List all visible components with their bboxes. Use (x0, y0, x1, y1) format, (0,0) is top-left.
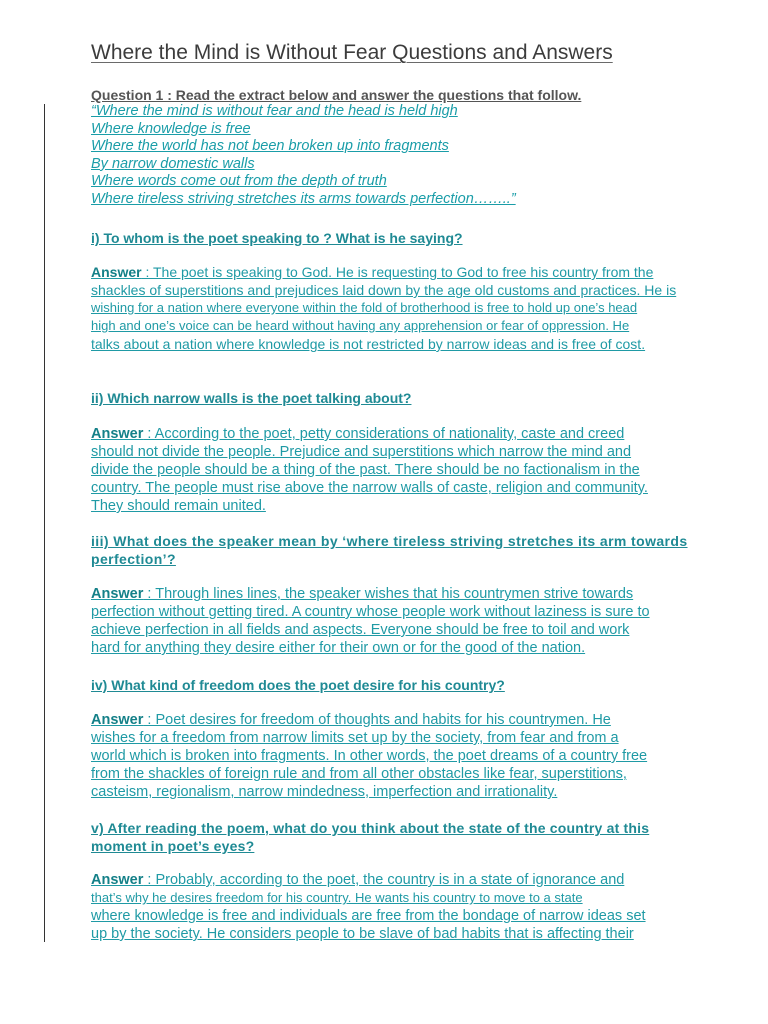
answer-line: country. The people must rise above the narrow walls of caste, religion and community. (91, 480, 648, 496)
answer-label: Answer (91, 586, 144, 602)
question-ii: ii) Which narrow walls is the poet talking about? (91, 390, 412, 406)
answer-line: Answer : Through lines lines, the speaker wishes that his countrymen strive towards (91, 586, 634, 602)
poem-line: Where knowledge is free (91, 120, 251, 137)
answer-line: casteism, regionalism, narrow mindedness, imperfection and irrationality. (91, 784, 558, 800)
answer-line: perfection without getting tired. A country whose people work without laziness is sure to (91, 604, 650, 620)
answer-line: They should remain united. (91, 498, 266, 514)
answer-line: divide the people should be a thing of the past. There should be no factionalism in the (91, 462, 640, 478)
answer-line: should not divide the people. Prejudice and superstitions which narrow the mind and (91, 444, 632, 460)
answer-v (91, 871, 681, 943)
poem-line: Where words come out from the depth of truth (91, 173, 387, 190)
margin-rule (44, 104, 45, 942)
answer-line: world which is broken into fragments. In other words, the poet dreams of a country free (91, 748, 648, 764)
answer-line: hard for anything they desire either for their own or for the good of the nation. (91, 640, 586, 656)
answer-line: Answer : According to the poet, petty considerations of nationality, caste and creed (91, 426, 625, 442)
poem-line: Where the world has not been broken up into fragments (91, 138, 449, 155)
answer-iv (91, 711, 681, 801)
answer-iii (91, 585, 681, 657)
answer-i (91, 263, 681, 353)
answer-label: Answer (91, 712, 144, 728)
poem-line: “Where the mind is without fear and the head is held high (91, 103, 458, 119)
answer-label: Answer (91, 264, 142, 280)
answer-label: Answer (91, 426, 144, 442)
answer-line: wishes for a freedom from narrow limits set up by the society, from fear and from a (91, 730, 619, 746)
answer-line: Answer : Probably, according to the poet, the country is in a state of ignorance and (91, 872, 625, 888)
question-1-heading: Question 1 : Read the extract below and answer the questions that follow. (91, 87, 582, 103)
answer-line: where knowledge is free and individuals are free from the bondage of narrow ideas set (91, 908, 646, 924)
answer-line: that’s why he desires freedom for his country. He wants his country to move to a state (91, 890, 583, 905)
question-i: i) To whom is the poet speaking to ? What is he saying? (91, 230, 463, 246)
question-iii: iii) What does the speaker mean by ‘where tireless striving stretches its arm towards perfection’? (91, 533, 688, 567)
answer-line: Answer : Poet desires for freedom of thoughts and habits for his countrymen. He (91, 712, 611, 728)
answer-ii (91, 425, 681, 515)
answer-line: from the shackles of foreign rule and from all other obstacles like fear, superstitions, (91, 766, 627, 782)
question-v: v) After reading the poem, what do you think about the state of the country at this moment in poet’s eyes? (91, 820, 650, 854)
answer-line: high and one’s voice can be heard without having any apprehension or fear of oppression. He (91, 318, 630, 333)
poem-extract (91, 103, 516, 209)
question-iv: iv) What kind of freedom does the poet desire for his country? (91, 677, 505, 693)
answer-label: Answer (91, 872, 144, 888)
answer-line: Answer : The poet is speaking to God. He is requesting to God to free his country from the (91, 264, 654, 280)
poem-line: Where tireless striving stretches its arms towards perfection……..” (91, 190, 516, 207)
answer-line: up by the society. He considers people to be slave of bad habits that is affecting their (91, 926, 634, 942)
answer-line: talks about a nation where knowledge is not restricted by narrow ideas and is free of cost. (91, 336, 646, 352)
answer-line: achieve perfection in all fields and aspects. Everyone should be free to toil and work (91, 622, 630, 638)
poem-line: By narrow domestic walls (91, 155, 255, 172)
answer-line: shackles of superstitions and prejudices laid down by the age old customs and practices. He is (91, 282, 677, 298)
page-title: Where the Mind is Without Fear Questions and Answers (91, 41, 613, 64)
answer-line: wishing for a nation where everyone within the fold of brotherhood is free to hold up one’s head (91, 300, 638, 315)
